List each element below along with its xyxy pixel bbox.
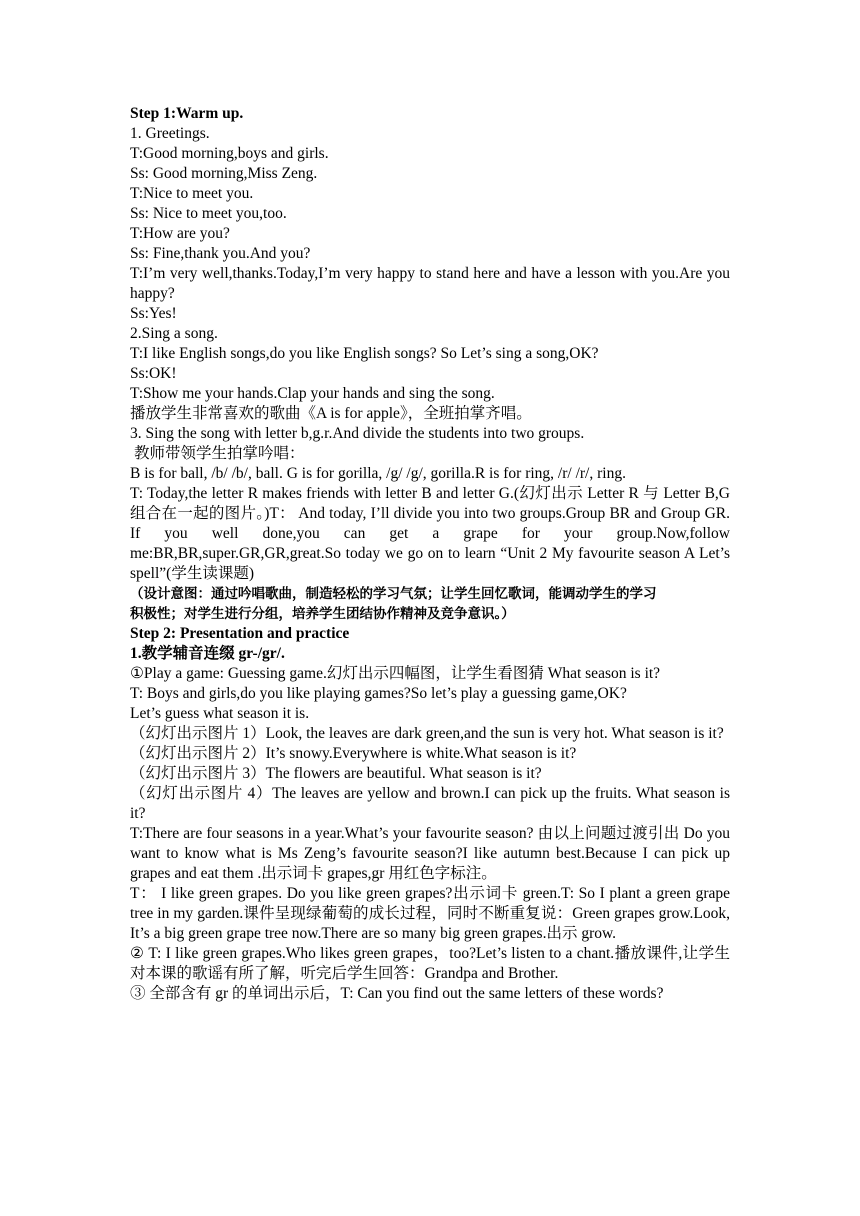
picture2-line: （幻灯出示图片 2）It’s snowy.Everywhere is white.What season is it? — [130, 745, 577, 762]
happy-paragraph: T:I’m very well,thanks.Today,I’m very happy to stand here and have a lesson with you.Are you happy? — [130, 265, 730, 302]
dialogue-line: T:Good morning,boys and girls. — [130, 145, 329, 162]
design-note-line: 积极性；对学生进行分组，培养学生团结协作精神及竞争意识。） — [130, 606, 515, 621]
picture3-line: （幻灯出示图片 3）The flowers are beautiful. What season is it? — [130, 765, 542, 782]
chant-line: B is for ball, /b/ /b/, ball. G is for gorilla, /g/ /g/, gorilla.R is for ring, /r/ /r/, ring. — [130, 465, 626, 482]
song-heading: 2.Sing a song. — [130, 325, 218, 342]
dialogue-line: T:Nice to meet you. — [130, 185, 254, 202]
dialogue-line: Ss: Fine,thank you.And you? — [130, 245, 311, 262]
chant-paragraph: ② T: I like green grapes.Who likes green grapes，too?Let’s listen to a chant.播放课件,让学生对本课的歌谣有所了解，听完后学生回答：Grandpa and Brother. — [130, 945, 730, 982]
document-page — [130, 104, 730, 1004]
song-line: 播放学生非常喜欢的歌曲《A is for apple》，全班拍掌齐唱。 — [130, 405, 532, 422]
letter-paragraph: T: Today,the letter R makes friends with letter B and letter G.(幻灯出示 Letter R 与 Letter B,G 组合在一起的图片。)T： And today, I’ll divide you into two groups.Group BR and Group GR. If you well done,you can get a grape for your group.Now,follow me:BR,BR,super.GR,GR,great.So today we go on to learn “Unit 2 My favourite season A Let’s spell”(学生读课题) — [130, 485, 730, 582]
picture1-paragraph: （幻灯出示图片 1）Look, the leaves are dark green,and the sun is very hot. What season is it? — [130, 725, 724, 742]
greetings-heading: 1. Greetings. — [130, 125, 210, 142]
dialogue-line: Ss: Nice to meet you,too. — [130, 205, 287, 222]
yes-line: Ss:Yes! — [130, 305, 177, 322]
step1-title: Step 1:Warm up. — [130, 105, 244, 122]
chant-intro: 教师带领学生拍掌吟唱： — [134, 445, 305, 462]
game-line: ①Play a game: Guessing game.幻灯出示四幅图，让学生看图猜 What season is it? — [130, 665, 661, 682]
song-line: 3. Sing the song with letter b,g.r.And divide the students into two groups. — [130, 425, 585, 442]
song-line: T:I like English songs,do you like English songs? So Let’s sing a song,OK? — [130, 345, 599, 362]
song-line: T:Show me your hands.Clap your hands and sing the song. — [130, 385, 495, 402]
game-line: T: Boys and girls,do you like playing games?So let’s play a guessing game,OK? — [130, 685, 627, 702]
grapes-paragraph: T： I like green grapes. Do you like green grapes?出示词卡 green.T: So I plant a green grape tree in my garden.课件呈现绿葡萄的成长过程，同时不断重复说：Green grapes grow.Look, It’s a big green grape tree now.There are so many big green grapes.出示 grow. — [130, 885, 730, 942]
seasons-paragraph: T:There are four seasons in a year.What’s your favourite season? 由以上问题过渡引出 Do you want to know what is Ms Zeng’s favourite season?I like autumn best.Because I can pick up grapes and eat them .出示词卡 grapes,gr 用红色字标注。 — [130, 825, 730, 882]
step2-title: Step 2: Presentation and practice — [130, 625, 350, 642]
design-note-line: （设计意图：通过吟唱歌曲，制造轻松的学习气氛；让学生回忆歌词，能调动学生的学习 — [130, 586, 657, 601]
song-line: Ss:OK! — [130, 365, 177, 382]
dialogue-line: Ss: Good morning,Miss Zeng. — [130, 165, 318, 182]
game-line: Let’s guess what season it is. — [130, 705, 310, 722]
picture4-paragraph: （幻灯出示图片 4）The leaves are yellow and brown.I can pick up the fruits. What season is it? — [130, 785, 730, 822]
dialogue-line: T:How are you? — [130, 225, 230, 242]
step2-subheading: 1.教学辅音连缀 gr-/gr/. — [130, 645, 285, 662]
last-line: ③ 全部含有 gr 的单词出示后，T: Can you find out the same letters of these words? — [130, 985, 664, 1002]
